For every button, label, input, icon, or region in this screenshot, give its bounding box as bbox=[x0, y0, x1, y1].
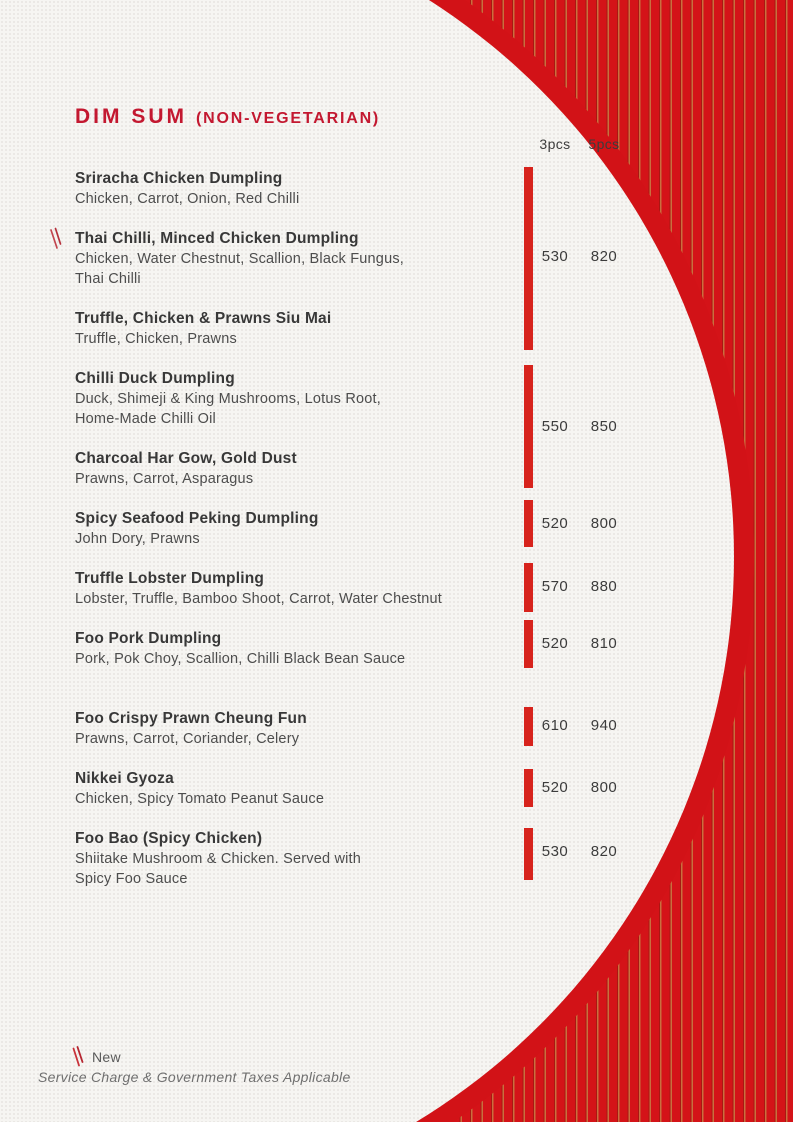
price-5pcs: 820 bbox=[590, 248, 618, 265]
menu-item-description: Prawns, Carrot, Coriander, Celery bbox=[75, 731, 300, 747]
menu-item-name: Nikkei Gyoza bbox=[75, 770, 174, 787]
menu-item-name: Foo Pork Dumpling bbox=[75, 630, 222, 647]
price-3pcs: 530 bbox=[541, 248, 569, 265]
menu-item bbox=[75, 769, 505, 809]
menu-item bbox=[75, 169, 505, 209]
price-5pcs: 940 bbox=[590, 717, 618, 734]
menu-item-name: Foo Crispy Prawn Cheung Fun bbox=[75, 710, 307, 727]
menu-item bbox=[75, 509, 505, 549]
new-chopsticks-icon bbox=[70, 1046, 86, 1068]
menu-item-name: Truffle Lobster Dumpling bbox=[75, 570, 265, 587]
menu-item-description: Chicken, Carrot, Onion, Red Chilli bbox=[75, 191, 300, 207]
section-subtitle: (NON-VEGETARIAN) bbox=[196, 110, 381, 127]
menu-item-description: Duck, Shimeji & King Mushrooms, Lotus Root, Home-Made Chilli Oil bbox=[75, 391, 381, 427]
price-3pcs: 610 bbox=[541, 717, 569, 734]
menu-item bbox=[75, 309, 505, 349]
price-5pcs: 820 bbox=[590, 843, 618, 860]
column-header-3pcs: 3pcs bbox=[539, 136, 571, 152]
menu-item bbox=[75, 629, 505, 669]
menu-item-description: Pork, Pok Choy, Scallion, Chilli Black Bean Sauce bbox=[75, 651, 406, 667]
price-5pcs: 810 bbox=[590, 635, 618, 652]
price-3pcs: 550 bbox=[541, 418, 569, 435]
menu-item bbox=[75, 229, 505, 289]
column-header-5pcs: 5pcs bbox=[588, 136, 620, 152]
menu-item-description: Chicken, Water Chestnut, Scallion, Black Fungus, Thai Chilli bbox=[75, 251, 405, 287]
menu-item-name: Spicy Seafood Peking Dumpling bbox=[75, 510, 319, 527]
price-3pcs: 520 bbox=[541, 515, 569, 532]
menu-item bbox=[75, 829, 505, 889]
section-title-row bbox=[75, 105, 380, 129]
price-5pcs: 800 bbox=[590, 779, 618, 796]
menu-item-name: Chilli Duck Dumpling bbox=[75, 370, 235, 387]
menu-item-name: Foo Bao (Spicy Chicken) bbox=[75, 830, 263, 847]
menu-item-name: Sriracha Chicken Dumpling bbox=[75, 170, 283, 187]
new-item-chopsticks-icon bbox=[47, 227, 65, 251]
menu-item-description: Truffle, Chicken, Prawns bbox=[75, 331, 237, 347]
price-3pcs: 520 bbox=[541, 635, 569, 652]
menu-item-name: Thai Chilli, Minced Chicken Dumpling bbox=[75, 230, 359, 247]
service-charge-note: Service Charge & Government Taxes Applicable bbox=[38, 1069, 351, 1085]
menu-item-name: Truffle, Chicken & Prawns Siu Mai bbox=[75, 310, 332, 327]
menu-item-description: Lobster, Truffle, Bamboo Shoot, Carrot, Water Chestnut bbox=[75, 591, 443, 607]
price-5pcs: 880 bbox=[590, 578, 618, 595]
menu-item bbox=[75, 369, 505, 429]
section-title: DIM SUM bbox=[75, 105, 187, 128]
menu-item-name: Charcoal Har Gow, Gold Dust bbox=[75, 450, 297, 467]
new-legend-label: New bbox=[92, 1049, 121, 1065]
menu-item-description: Chicken, Spicy Tomato Peanut Sauce bbox=[75, 791, 325, 807]
price-3pcs: 520 bbox=[541, 779, 569, 796]
menu-item-description: Prawns, Carrot, Asparagus bbox=[75, 471, 254, 487]
menu-item bbox=[75, 449, 505, 489]
price-3pcs: 570 bbox=[541, 578, 569, 595]
price-3pcs: 530 bbox=[541, 843, 569, 860]
new-legend bbox=[70, 1046, 121, 1068]
menu-item-description: Shiitake Mushroom & Chicken. Served with Spicy Foo Sauce bbox=[75, 851, 362, 887]
menu-item-description: John Dory, Prawns bbox=[75, 531, 200, 547]
price-5pcs: 800 bbox=[590, 515, 618, 532]
menu-item bbox=[75, 569, 505, 609]
price-5pcs: 850 bbox=[590, 418, 618, 435]
menu-item bbox=[75, 709, 505, 749]
